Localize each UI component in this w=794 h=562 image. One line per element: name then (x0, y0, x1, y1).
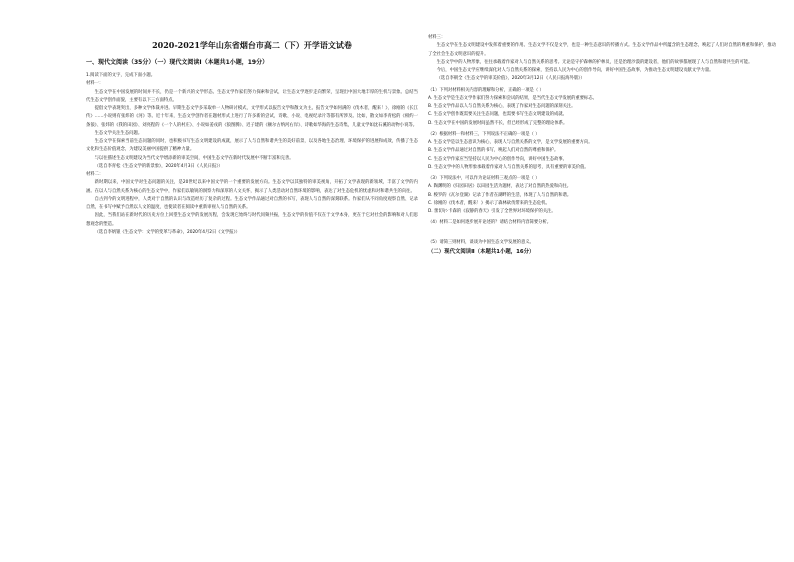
option-c: C. 生态文学作家应当坚持以人民为中心的创作导向，讲好中国生态故事。 (428, 156, 567, 162)
question-2: （2）根据材料一和材料三，下列说法不正确的一项是（ ） (428, 131, 540, 137)
option-b: B. 梭罗的《瓦尔登湖》记录了作者在湖畔的生活，体现了人与自然的和谐。 (428, 192, 572, 198)
paragraph: 自古到今的文明进程中，人类对于自然的认识与改造经历了复杂的过程。生态文学作品通过对自然的书写，表现人与自然的深刻联系。作家们从不同角度观察自然、记录自然，在书写中赋予自然以人文的温度，也使读者在阅读中重新审视人与自然的关系。 (86, 196, 418, 210)
paragraph: 生态文学在探索当前生态问题的同时，也积极书写生态文明建设的成就，展示了人与自然和谐共生的美好前景，以及各地生态治理、环境保护的进展和成效，传播了生态文化和生态价值观念，为建设美丽中国提供了精神力量。 (86, 139, 418, 153)
option-d: D. 生态文学在中国的发展时间虽然不长，但已经形成了完整的理论体系。 (428, 120, 568, 126)
paragraph: 生态文学在生态文明建设中发挥着重要的作用。生态文学不仅是文学，也是一种生态意识的传播方式。生态文学作品中所蕴含的生态理念，唤起了人们对自然的尊重和保护，推动了全社会生态文明意识的提升。 (428, 43, 776, 57)
material-label: 材料二： (86, 172, 104, 177)
paragraph: 今后，中国生态文学应继续深化对人与自然关系的探索，坚持以人民为中心的创作导向，讲好中国生态故事，为推动生态文明建设贡献文学力量。 (436, 68, 714, 73)
exam-title: 2020-2021学年山东省烟台市高二（下）开学语文试卷 (152, 40, 352, 50)
paragraph: 因此，当我们站在新时代的历史方位上回望生态文学的发展历程，会发现它始终与时代同频共振，生态文学的价值不仅在于文学本身，更在于它对社会的影响和对人们思想观念的塑造。 (86, 213, 418, 227)
question-1: （1）下列对材料相关内容的理解和分析，正确的一项是（ ） (428, 87, 544, 93)
paragraph: 提倡文学表现突出，多种文学体裁并进。早期生态文学多采取单一人物研讨模式，文学形式以报告文学和散文为主。报告文学如何满的《伐木者，醒来！》、徐刚的《长江传》……小说则有张炜的《河》等。近十年来，生态文学创作者在题材形式上进行了许多新的尝试，诗歌、小说、电视纪录片等都有所涉及。比如，散文如李青松的《相约一条狼》、张炜的《我的田园》、刘亮程的《一个人的村庄》、小说如姜戎的《狼图腾》、迟子建的《额尔古纳河右岸》、诗歌如华海的生态诗集，儿童文学如沈石溪的动物小说等。 (86, 106, 418, 128)
option-a: A. 生态文学是以生态意识为核心，表现人与自然关系的文学，是文学发展的重要方向。 (428, 140, 593, 145)
source-citation: （选自李炳银《生态文学：文学的变革与革命》，2020年4月2日《文学报》） (94, 229, 240, 235)
source-citation: （选自李青松《生态文学的新景象》，2020年4月3日《人民日报》） (94, 163, 223, 169)
left-column (86, 40, 418, 544)
question-4: （4）材料二是如何逐步展开论述的？请结合材料内容简要分析。 (428, 220, 552, 226)
option-d: D. 蕾切尔·卡森的《寂静的春天》引发了全世界对环境保护的关注。 (428, 209, 556, 214)
question-5: （5）请简三则材料，谈谈为中国生态文学发展的意义。 (428, 239, 534, 245)
source-citation: （选自李朝全《生态文学的审美价值》，2020年3月12日《人民日报海外版》） (436, 76, 585, 82)
option-b: B. 生态文学作品通过对自然的书写，唤起人们对自然的尊重和保护。 (428, 148, 559, 154)
section-heading: （二）现代文阅读Ⅱ（本题共1小题，16分） (428, 248, 535, 255)
paragraph: 生态文学在中国发展的时间并不长，仍是一个新兴的文学形态。生态文学作家们努力探索和尝试，让生态文学逐步走向繁荣，呈现出中国大地丰厚的生机与景象。总结当代生态文学创作面貌，主要有以下三方面特点。 (86, 89, 418, 103)
question-3: （3）下列说法中，可以作为论证材料三观点的一项是（ ） (428, 176, 540, 181)
option-a: A. 陶渊明的《归园田居》以田园生活为题材，表达了对自然的热爱和向往。 (428, 184, 572, 190)
paragraph: 与以往描述生态文明建设为当代文学增添新的审美空间，中国生态文学在新时代发展中不断丰富和完善。 (94, 155, 294, 161)
right-column (428, 34, 776, 544)
material-label: 材料一： (86, 81, 104, 87)
paragraph: 生态文学关注生态问题。 (94, 130, 143, 136)
paragraph: 新时期以来，中国文学对生态问题的关注，是20世纪以来中国文学的一个重要的发展方向。生态文学以其独特的审美视角，开拓了文学表现的新领域，丰富了文学的内涵。在以人与自然关系为核心的生态文学中，作家们以敏锐的洞察力和深厚的人文关怀，揭示了人类活动对自然环境的影响，表达了对生态危机的忧虑和对和谐共生的向往。 (86, 180, 418, 194)
instruction: 1.阅读下面的文字，完成下面小题。 (86, 73, 156, 78)
material-label: 材料三： (428, 35, 446, 40)
option-c: C. 徐刚的《伐木者，醒来！》揭示了森林砍伐带来的生态危机。 (428, 200, 550, 206)
option-c: C. 生态文学创作既需要关注生态问题，也需要书写生态文明建设的成就。 (428, 112, 567, 118)
section-heading: 一、现代文阅读（35分）（一）现代文阅读Ⅰ（本题共1小题，19分） (86, 59, 269, 66)
paragraph: 生态文学中的人物形象，往往承载着作家对人与自然关系的思考。无论是守护森林的护林员，还是治理沙漠的建设者，他们的故事都展现了人与自然和谐共生的可能。 (436, 59, 753, 65)
option-b: B. 生态文学作品以人与自然关系为核心，表现了作家对生态问题的深刻关注。 (428, 104, 576, 109)
option-d: D. 生态文学中的人物形象承载着作家对人与自然关系的思考，具有重要的审美价值。 (428, 164, 589, 170)
option-a: A. 生态文学是生态文学作家们努力探索和尝试的结果，是当代生态文学发展的重要标志。 (428, 95, 597, 101)
